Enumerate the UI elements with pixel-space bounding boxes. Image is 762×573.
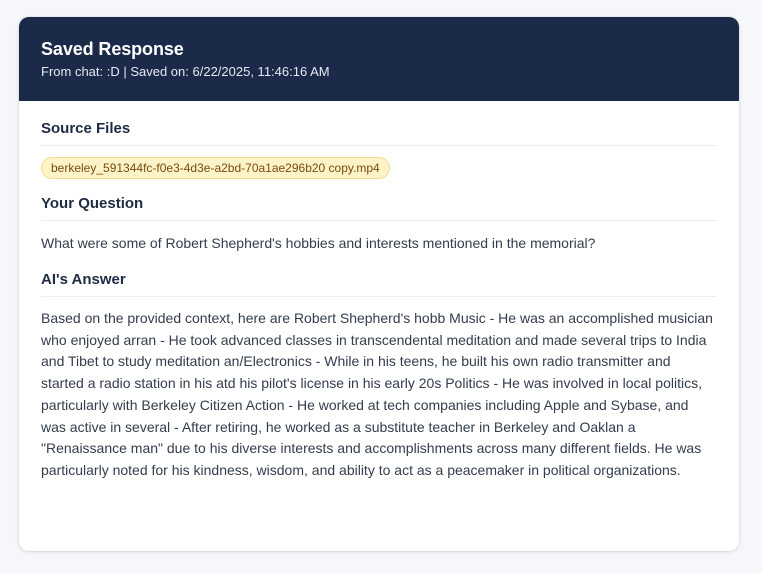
saved-response-card bbox=[19, 17, 739, 551]
source-files-list bbox=[41, 157, 717, 181]
card-header bbox=[19, 17, 739, 101]
card-body bbox=[19, 101, 739, 482]
question-text: What were some of Robert Shepherd's hobbies and interests mentioned in the memorial? bbox=[41, 235, 596, 251]
file-chip[interactable]: berkeley_591344fc-f0e3-4d3e-a2bd-70a1ae296b20 copy.mp4 bbox=[41, 157, 390, 179]
saved-meta: From chat: :D | Saved on: 6/22/2025, 11:46:16 AM bbox=[41, 64, 330, 79]
question-heading: Your Question bbox=[41, 194, 717, 221]
page-title: Saved Response bbox=[41, 39, 184, 59]
answer-heading: AI's Answer bbox=[41, 270, 717, 297]
source-files-heading: Source Files bbox=[41, 119, 717, 146]
answer-text: Based on the provided context, here are Robert Shepherd's hobb Music - He was an accomplished musician who enjoyed arran - He took advanced classes in transcendental meditation and made several trips to India and Tibet to study meditation an/Electronics - While in his teens, he built his own radio transmitter and started a radio station in his atd his pilot's license in his early 20s Politics - He was involved in local politics, particularly with Berkeley Citizen Action - He worked at tech companies including Apple and Sybase, and was active in several - After retiring, he worked as a substitute teacher in Berkeley and Oaklan a "Renaissance man" due to his diverse interests and accomplishments across many different fields. He was particularly noted for his kindness, wisdom, and ability to act as a peacemaker in political organizations. bbox=[41, 310, 713, 478]
